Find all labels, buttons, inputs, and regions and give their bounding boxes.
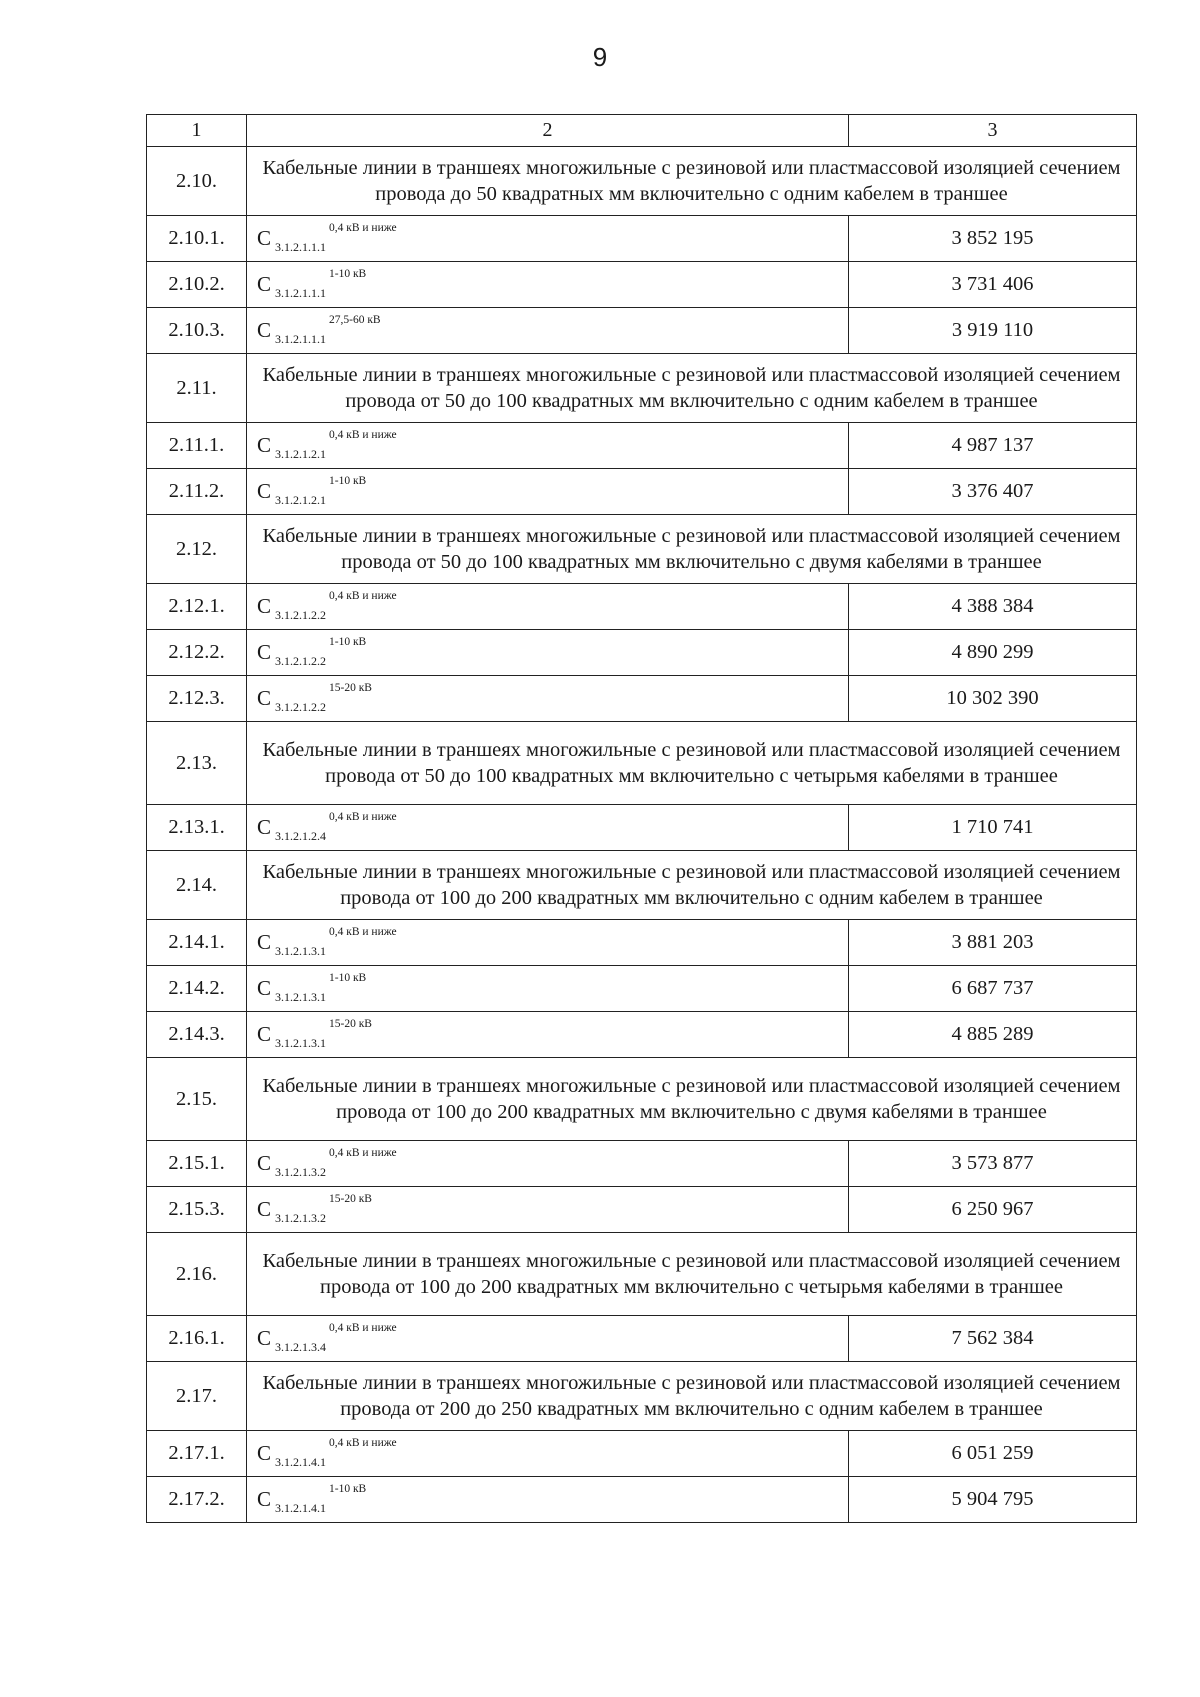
rate-code-letter: С <box>257 479 272 503</box>
rate-code <box>247 423 849 469</box>
rate-code-subscript: 3.1.2.1.3.1 <box>275 990 327 1004</box>
table-row <box>147 584 1137 630</box>
rate-value: 4 987 137 <box>849 423 1137 469</box>
table-row <box>147 630 1137 676</box>
rate-code <box>247 584 849 630</box>
tariff-table <box>146 114 1137 1523</box>
rate-code-letter: С <box>257 272 272 296</box>
rate-value: 3 881 203 <box>849 920 1137 966</box>
header-col-1: 1 <box>147 115 247 147</box>
item-number: 2.11.2. <box>147 469 247 515</box>
item-number: 2.13.1. <box>147 805 247 851</box>
rate-code-subscript: 3.1.2.1.1.1 <box>275 286 327 300</box>
rate-value: 4 885 289 <box>849 1012 1137 1058</box>
rate-code-subscript: 3.1.2.1.4.1 <box>275 1501 327 1515</box>
item-number: 2.15.3. <box>147 1187 247 1233</box>
rate-code-letter: С <box>257 1441 272 1465</box>
item-number: 2.14.2. <box>147 966 247 1012</box>
rate-code <box>247 308 849 354</box>
group-row <box>147 722 1137 805</box>
rate-value: 10 302 390 <box>849 676 1137 722</box>
group-description: Кабельные линии в траншеях многожильные с резиновой или пластмассовой изоляцией сечением провода до 50 квадратных мм включительно с одним кабелем в траншее <box>247 147 1137 216</box>
group-number: 2.14. <box>147 851 247 920</box>
group-description: Кабельные линии в траншеях многожильные с резиновой или пластмассовой изоляцией сечением провода от 100 до 200 квадратных мм включительно с двумя кабелями в траншее <box>247 1058 1137 1141</box>
table-row <box>147 216 1137 262</box>
rate-code-letter: С <box>257 318 272 342</box>
rate-code <box>247 262 849 308</box>
group-number: 2.17. <box>147 1362 247 1431</box>
rate-code-letter: С <box>257 686 272 710</box>
rate-value: 3 852 195 <box>849 216 1137 262</box>
rate-code-letter: С <box>257 1151 272 1175</box>
rate-code-letter: С <box>257 226 272 250</box>
group-description: Кабельные линии в траншеях многожильные с резиновой или пластмассовой изоляцией сечением провода от 200 до 250 квадратных мм включительно с одним кабелем в траншее <box>247 1362 1137 1431</box>
voltage-class: 0,4 кВ и ниже <box>329 222 397 234</box>
rate-value: 3 731 406 <box>849 262 1137 308</box>
table-row <box>147 1431 1137 1477</box>
rate-value: 6 051 259 <box>849 1431 1137 1477</box>
voltage-class: 1-10 кВ <box>329 1483 367 1495</box>
rate-code-letter: С <box>257 433 272 457</box>
rate-value: 3 573 877 <box>849 1141 1137 1187</box>
rate-code <box>247 966 849 1012</box>
rate-code-letter: С <box>257 594 272 618</box>
table-row <box>147 469 1137 515</box>
rate-code-subscript: 3.1.2.1.2.2 <box>275 608 327 622</box>
voltage-class: 0,4 кВ и ниже <box>329 811 397 823</box>
rate-code-letter: С <box>257 1487 272 1511</box>
item-number: 2.17.2. <box>147 1477 247 1523</box>
rate-value: 4 388 384 <box>849 584 1137 630</box>
table-row <box>147 1477 1137 1523</box>
rate-code-letter: С <box>257 815 272 839</box>
rate-value: 6 250 967 <box>849 1187 1137 1233</box>
rate-code <box>247 1477 849 1523</box>
voltage-class: 15-20 кВ <box>329 682 372 694</box>
rate-code-letter: С <box>257 976 272 1000</box>
header-col-2: 2 <box>247 115 849 147</box>
rate-code <box>247 1141 849 1187</box>
table-row <box>147 920 1137 966</box>
group-row <box>147 851 1137 920</box>
group-number: 2.13. <box>147 722 247 805</box>
page-number: 9 <box>592 42 608 72</box>
table-row <box>147 1012 1137 1058</box>
rate-code-letter: С <box>257 1197 272 1221</box>
voltage-class: 15-20 кВ <box>329 1018 372 1030</box>
group-number: 2.11. <box>147 354 247 423</box>
rate-code-letter: С <box>257 930 272 954</box>
rate-code <box>247 630 849 676</box>
voltage-class: 27,5-60 кВ <box>329 314 381 326</box>
rate-value: 5 904 795 <box>849 1477 1137 1523</box>
voltage-class: 15-20 кВ <box>329 1193 372 1205</box>
item-number: 2.10.3. <box>147 308 247 354</box>
rate-code <box>247 1431 849 1477</box>
table-row <box>147 1316 1137 1362</box>
rate-value: 3 376 407 <box>849 469 1137 515</box>
rate-code-subscript: 3.1.2.1.2.1 <box>275 493 327 507</box>
rate-code <box>247 1187 849 1233</box>
rate-code-subscript: 3.1.2.1.1.1 <box>275 240 327 254</box>
voltage-class: 1-10 кВ <box>329 268 367 280</box>
rate-code-subscript: 3.1.2.1.2.1 <box>275 447 327 461</box>
rate-value: 7 562 384 <box>849 1316 1137 1362</box>
group-row <box>147 147 1137 216</box>
voltage-class: 0,4 кВ и ниже <box>329 1322 397 1334</box>
group-number: 2.12. <box>147 515 247 584</box>
rate-code-subscript: 3.1.2.1.4.1 <box>275 1455 327 1469</box>
rate-value: 1 710 741 <box>849 805 1137 851</box>
group-row <box>147 515 1137 584</box>
rate-code <box>247 469 849 515</box>
rate-code <box>247 1012 849 1058</box>
voltage-class: 1-10 кВ <box>329 636 367 648</box>
group-description: Кабельные линии в траншеях многожильные с резиновой или пластмассовой изоляцией сечением провода от 50 до 100 квадратных мм включительно с двумя кабелями в траншее <box>247 515 1137 584</box>
header-col-3: 3 <box>849 115 1137 147</box>
rate-code-letter: С <box>257 1326 272 1350</box>
item-number: 2.15.1. <box>147 1141 247 1187</box>
rate-value: 4 890 299 <box>849 630 1137 676</box>
table-row <box>147 308 1137 354</box>
rate-code-subscript: 3.1.2.1.2.2 <box>275 654 327 668</box>
rate-code-subscript: 3.1.2.1.1.1 <box>275 332 327 346</box>
table-header-row <box>147 115 1137 147</box>
rate-code-subscript: 3.1.2.1.3.2 <box>275 1211 327 1225</box>
voltage-class: 0,4 кВ и ниже <box>329 429 397 441</box>
voltage-class: 0,4 кВ и ниже <box>329 1147 397 1159</box>
group-row <box>147 1362 1137 1431</box>
item-number: 2.11.1. <box>147 423 247 469</box>
item-number: 2.10.2. <box>147 262 247 308</box>
rate-code-subscript: 3.1.2.1.3.4 <box>275 1340 327 1354</box>
group-number: 2.15. <box>147 1058 247 1141</box>
voltage-class: 0,4 кВ и ниже <box>329 590 397 602</box>
item-number: 2.12.3. <box>147 676 247 722</box>
rate-code-letter: С <box>257 1022 272 1046</box>
group-number: 2.16. <box>147 1233 247 1316</box>
voltage-class: 1-10 кВ <box>329 475 367 487</box>
group-number: 2.10. <box>147 147 247 216</box>
item-number: 2.10.1. <box>147 216 247 262</box>
voltage-class: 0,4 кВ и ниже <box>329 926 397 938</box>
rate-value: 6 687 737 <box>849 966 1137 1012</box>
table-row <box>147 423 1137 469</box>
table-row <box>147 1141 1137 1187</box>
rate-code-subscript: 3.1.2.1.3.1 <box>275 1036 327 1050</box>
group-description: Кабельные линии в траншеях многожильные с резиновой или пластмассовой изоляцией сечением провода от 50 до 100 квадратных мм включительно с четырьмя кабелями в траншее <box>247 722 1137 805</box>
item-number: 2.17.1. <box>147 1431 247 1477</box>
item-number: 2.14.1. <box>147 920 247 966</box>
rate-code <box>247 1316 849 1362</box>
item-number: 2.14.3. <box>147 1012 247 1058</box>
group-row <box>147 1058 1137 1141</box>
table-row <box>147 676 1137 722</box>
group-row <box>147 1233 1137 1316</box>
rate-code <box>247 920 849 966</box>
group-row <box>147 354 1137 423</box>
item-number: 2.12.2. <box>147 630 247 676</box>
group-description: Кабельные линии в траншеях многожильные с резиновой или пластмассовой изоляцией сечением провода от 100 до 200 квадратных мм включительно с одним кабелем в траншее <box>247 851 1137 920</box>
table-row <box>147 262 1137 308</box>
group-description: Кабельные линии в траншеях многожильные с резиновой или пластмассовой изоляцией сечением провода от 50 до 100 квадратных мм включительно с одним кабелем в траншее <box>247 354 1137 423</box>
rate-code <box>247 676 849 722</box>
rate-code-subscript: 3.1.2.1.2.4 <box>275 829 327 843</box>
rate-code-subscript: 3.1.2.1.3.1 <box>275 944 327 958</box>
rate-code-subscript: 3.1.2.1.2.2 <box>275 700 327 714</box>
rate-code <box>247 216 849 262</box>
rate-value: 3 919 110 <box>849 308 1137 354</box>
table-row <box>147 805 1137 851</box>
item-number: 2.12.1. <box>147 584 247 630</box>
group-description: Кабельные линии в траншеях многожильные с резиновой или пластмассовой изоляцией сечением провода от 100 до 200 квадратных мм включительно с четырьмя кабелями в траншее <box>247 1233 1137 1316</box>
table-row <box>147 966 1137 1012</box>
voltage-class: 1-10 кВ <box>329 972 367 984</box>
table-row <box>147 1187 1137 1233</box>
rate-code-subscript: 3.1.2.1.3.2 <box>275 1165 327 1179</box>
rate-code <box>247 805 849 851</box>
rate-code-letter: С <box>257 640 272 664</box>
item-number: 2.16.1. <box>147 1316 247 1362</box>
voltage-class: 0,4 кВ и ниже <box>329 1437 397 1449</box>
